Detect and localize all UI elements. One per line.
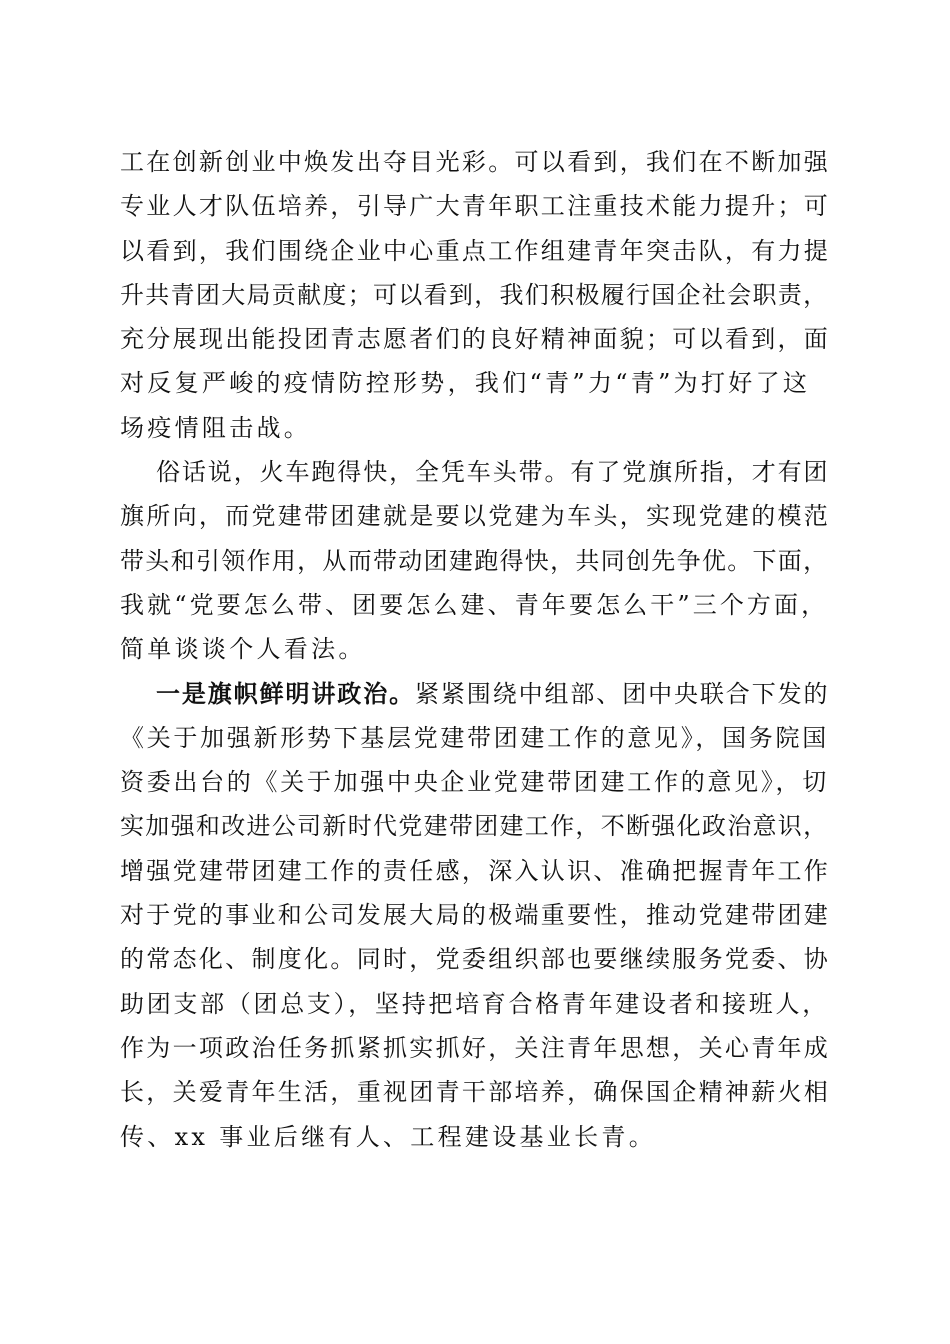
text-line: 长，关爱青年生活，重视团青干部培养，确保国企精神薪火相 (120, 1078, 831, 1107)
paragraph-3 (120, 672, 832, 1159)
text-line: 增强党建带团建工作的责任感，深入认识、准确把握青年工作 (120, 856, 831, 885)
paragraph-1 (120, 140, 832, 450)
paragraph-2 (120, 450, 832, 671)
text-line: 带头和引领作用，从而带动团建跑得快，共同创先争优。下面， (120, 546, 829, 575)
text-line: 旗所向，而党建带团建就是要以党建为车头，实现党建的模范 (120, 502, 831, 531)
text-line: 对反复严峻的疫情防控形势，我们“青”力“青”为打好了这 (120, 369, 811, 398)
text-line: 充分展现出能投团青志愿者们的良好精神面貌；可以看到，面 (120, 325, 831, 354)
text-line: 场疫情阻击战。 (120, 413, 312, 442)
text-line: 助团支部（团总支），坚持把培育合格青年建设者和接班人， (120, 989, 829, 1018)
text-line: 以看到，我们围绕企业中心重点工作组建青年突击队，有力提 (120, 236, 831, 265)
text-line: 俗话说，火车跑得快，全凭车头带。有了党旗所指，才有团 (156, 458, 830, 487)
text-line: 专业人才队伍培养，引导广大青年职工注重技术能力提升；可 (120, 192, 831, 221)
section-heading: 一是旗帜鲜明讲政治。 (156, 678, 415, 708)
text-line: 对于党的事业和公司发展大局的极端重要性，推动党建带团建 (120, 901, 831, 930)
text-line: 《关于加强新形势下基层党建带团建工作的意见》，国务院国 (120, 723, 829, 752)
text-line: 简单谈谈个人看法。 (120, 635, 366, 664)
text-line: 我就“党要怎么带、团要怎么建、青年要怎么干”三个方面， (120, 590, 829, 619)
text-line: 的常态化、制度化。同时，党委组织部也要继续服务党委、协 (120, 945, 831, 974)
text-line: 实加强和改进公司新时代党建带团建工作，不断强化政治意识， (120, 812, 829, 841)
text-line: 资委出台的《关于加强中央企业党建带团建工作的意见》，切 (120, 768, 829, 797)
document-body (120, 140, 832, 1159)
text-line: 升共青团大局贡献度；可以看到，我们积极履行国企社会职责， (120, 280, 829, 309)
text-line: 传、xx 事业后继有人、工程建设基业长青。 (120, 1122, 656, 1151)
text-line (120, 672, 832, 716)
text-line: 工在创新创业中焕发出夺目光彩。可以看到，我们在不断加强 (120, 148, 831, 176)
text-line: 作为一项政治任务抓紧抓实抓好，关注青年思想，关心青年成 (120, 1033, 831, 1062)
heading-continuation: 紧紧围绕中组部、团中央联合下发的 (415, 679, 830, 708)
